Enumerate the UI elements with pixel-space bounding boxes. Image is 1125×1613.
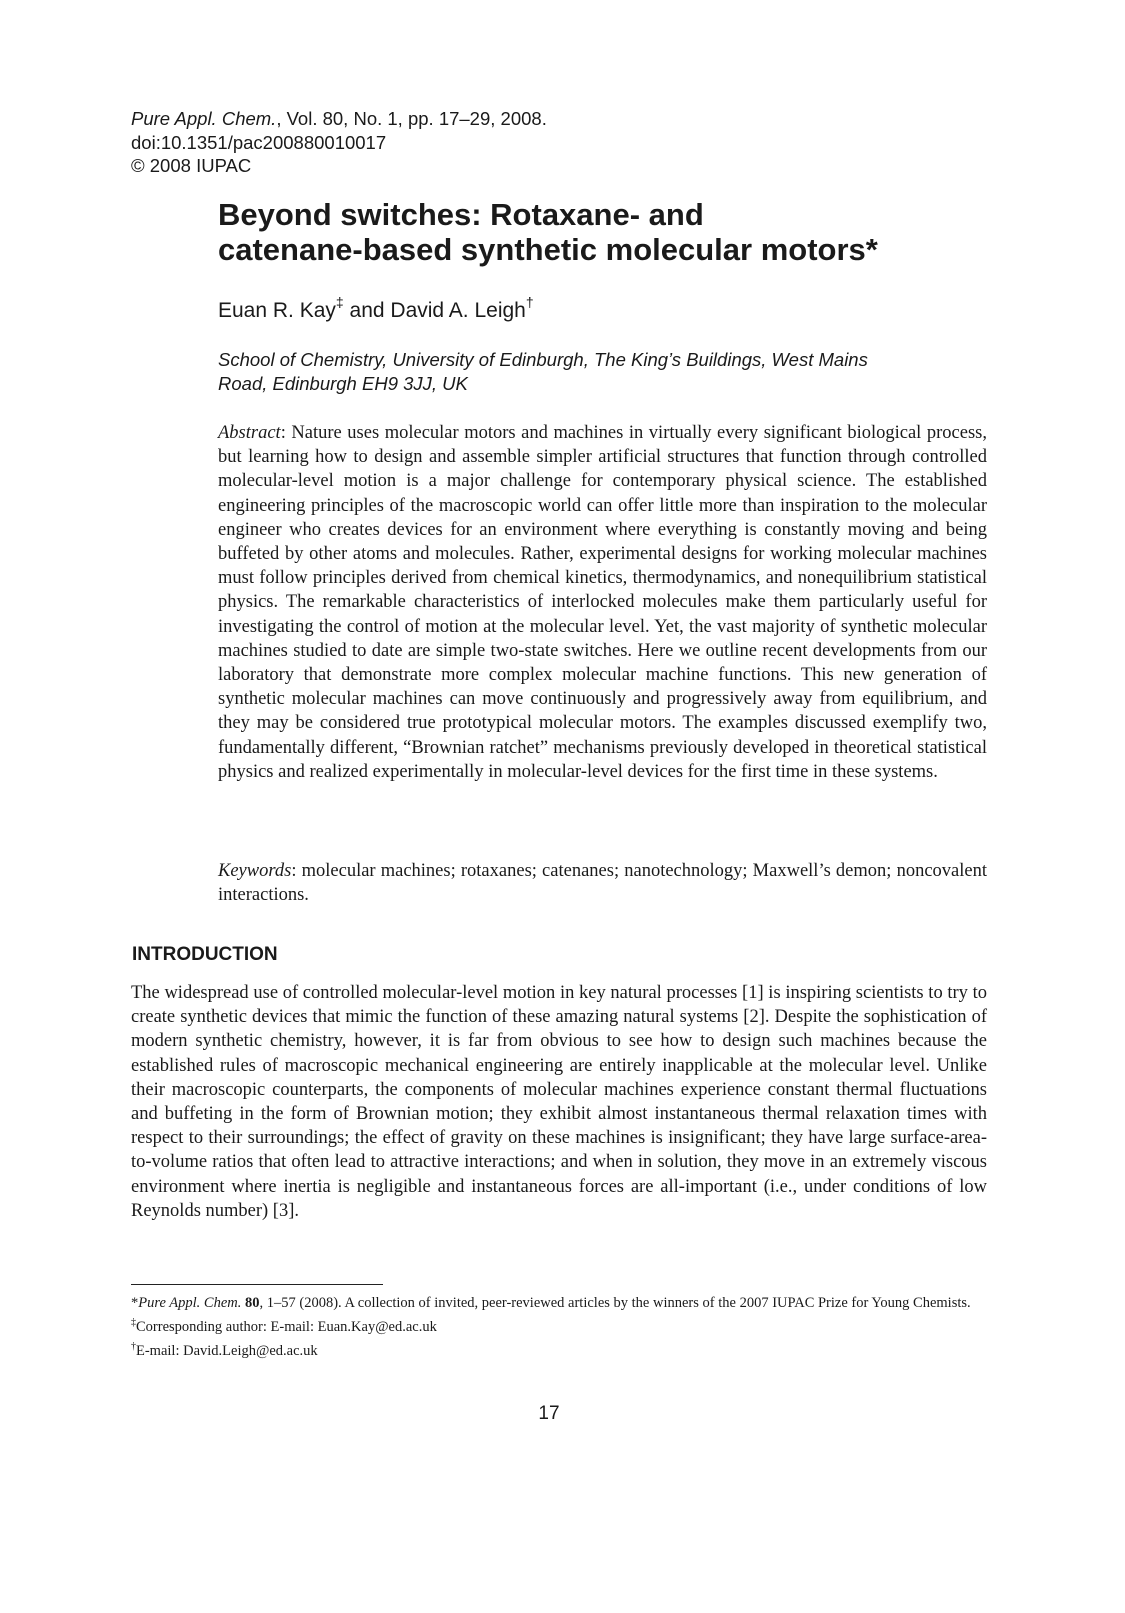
author-mark: †	[525, 294, 534, 310]
keywords	[218, 859, 987, 907]
author-name: David A. Leigh	[390, 299, 526, 322]
footnotes	[131, 1293, 987, 1361]
copyright: © 2008 IUPAC	[131, 155, 252, 176]
author-mark: ‡	[335, 294, 344, 310]
footnote-text: E-mail: David.Leigh@ed.ac.uk	[136, 1342, 318, 1359]
author-list	[218, 296, 534, 323]
footnote-journal: Pure Appl. Chem.	[138, 1295, 242, 1311]
abstract	[218, 421, 987, 784]
page-number: 17	[538, 1403, 560, 1424]
author-conjunction: and	[343, 299, 391, 322]
affiliation-line-1: School of Chemistry, University of Edinburgh, The King’s Buildings, West Mains	[218, 349, 868, 370]
author-name: Euan R. Kay	[218, 299, 336, 322]
abstract-label: Abstract	[218, 423, 281, 443]
paper-title	[218, 197, 1018, 267]
doi: doi:10.1351/pac200880010017	[131, 131, 387, 153]
footnote-mark: *	[131, 1295, 139, 1311]
footnote-text: , 1–57 (2008). A collection of invited, peer-reviewed articles by the winners of the 2007 IUPAC Prize for Young Chemists.	[259, 1295, 971, 1311]
footnote-mark: ‡	[131, 1317, 136, 1328]
footnote-volume: 80	[244, 1295, 260, 1311]
footnote	[131, 1293, 987, 1313]
affiliation	[218, 348, 988, 396]
abstract-text: : Nature uses molecular motors and machines in virtually every significant biological process, but learning how to design and assemble simpler artificial structures that function through controlled molecular-level motion is a major challenge for contemporary physical science. The established engineering principles of the macroscopic world can offer little more than inspiration to the molecular engineer who creates devices for an environment where everything is constantly moving and being buffeted by other atoms and molecules. Rather, experimental designs for working molecular machines must follow principles derived from chemical kinetics, thermodynamics, and nonequilibrium statistical physics. The remarkable characteristics of interlocked molecules make them particularly useful for investigating the control of motion at the molecular level. Yet, the vast majority of synthetic molecular machines studied to date are simple two-state switches. Here we outline recent developments from our laboratory that demonstrate more complex molecular machine functions. This new generation of synthetic molecular machines can move continuously and progressively away from equilibrium, and they may be considered true prototypical molecular motors. The examples discussed exemplify two, fundamentally different, “Brownian ratchet” mechanisms previously developed in theoretical statistical physics and realized experimentally in molecular-level devices for the first time in these systems.	[218, 423, 987, 782]
keywords-text: : molecular machines; rotaxanes; catenanes; nanotechnology; Maxwell’s demon; noncovalent interactions.	[218, 861, 987, 906]
keywords-label: Keywords	[218, 861, 292, 881]
journal-name: Pure Appl. Chem.	[131, 108, 277, 129]
introduction-paragraph: The widespread use of controlled molecular-level motion in key natural processes [1] is inspiring scientists to try to create synthetic devices that mimic the function of these amazing natural systems [2]. Despite the sophistication of modern synthetic chemistry, however, it is far from obvious to see how to design such machines because the established rules of macroscopic mechanical engineering are entirely inapplicable at the molecular level. Unlike their macroscopic counterparts, the components of molecular machines experience constant thermal fluctuations and buffeting in the form of Brownian motion; they exhibit almost instantaneous thermal relaxation times with respect to their surroundings; the effect of gravity on these machines is insignificant; they have large surface-area-to-volume ratios that often lead to attractive interactions; and when in solution, they move in an extremely viscous environment where inertia is negligible and instantaneous forces are all-important (i.e., under conditions of low Reynolds number) [3].	[131, 983, 987, 1221]
footnote-mark: †	[131, 1340, 136, 1352]
citation-line	[131, 107, 547, 131]
volume-info: , Vol. 80, No. 1, pp. 17–29, 2008.	[276, 108, 547, 129]
footnote-text: Corresponding author: E-mail: Euan.Kay@ed.ac.uk	[136, 1318, 437, 1335]
title-line-2: catenane-based synthetic molecular motors*	[218, 232, 878, 267]
affiliation-line-2: Road, Edinburgh EH9 3JJ, UK	[218, 373, 468, 394]
section-heading: INTRODUCTION	[132, 944, 278, 965]
footnote-divider	[131, 1284, 383, 1285]
citation-header	[131, 107, 547, 178]
footnote	[131, 1313, 987, 1337]
footnote	[131, 1337, 987, 1361]
title-line-1: Beyond switches: Rotaxane- and	[218, 197, 704, 232]
